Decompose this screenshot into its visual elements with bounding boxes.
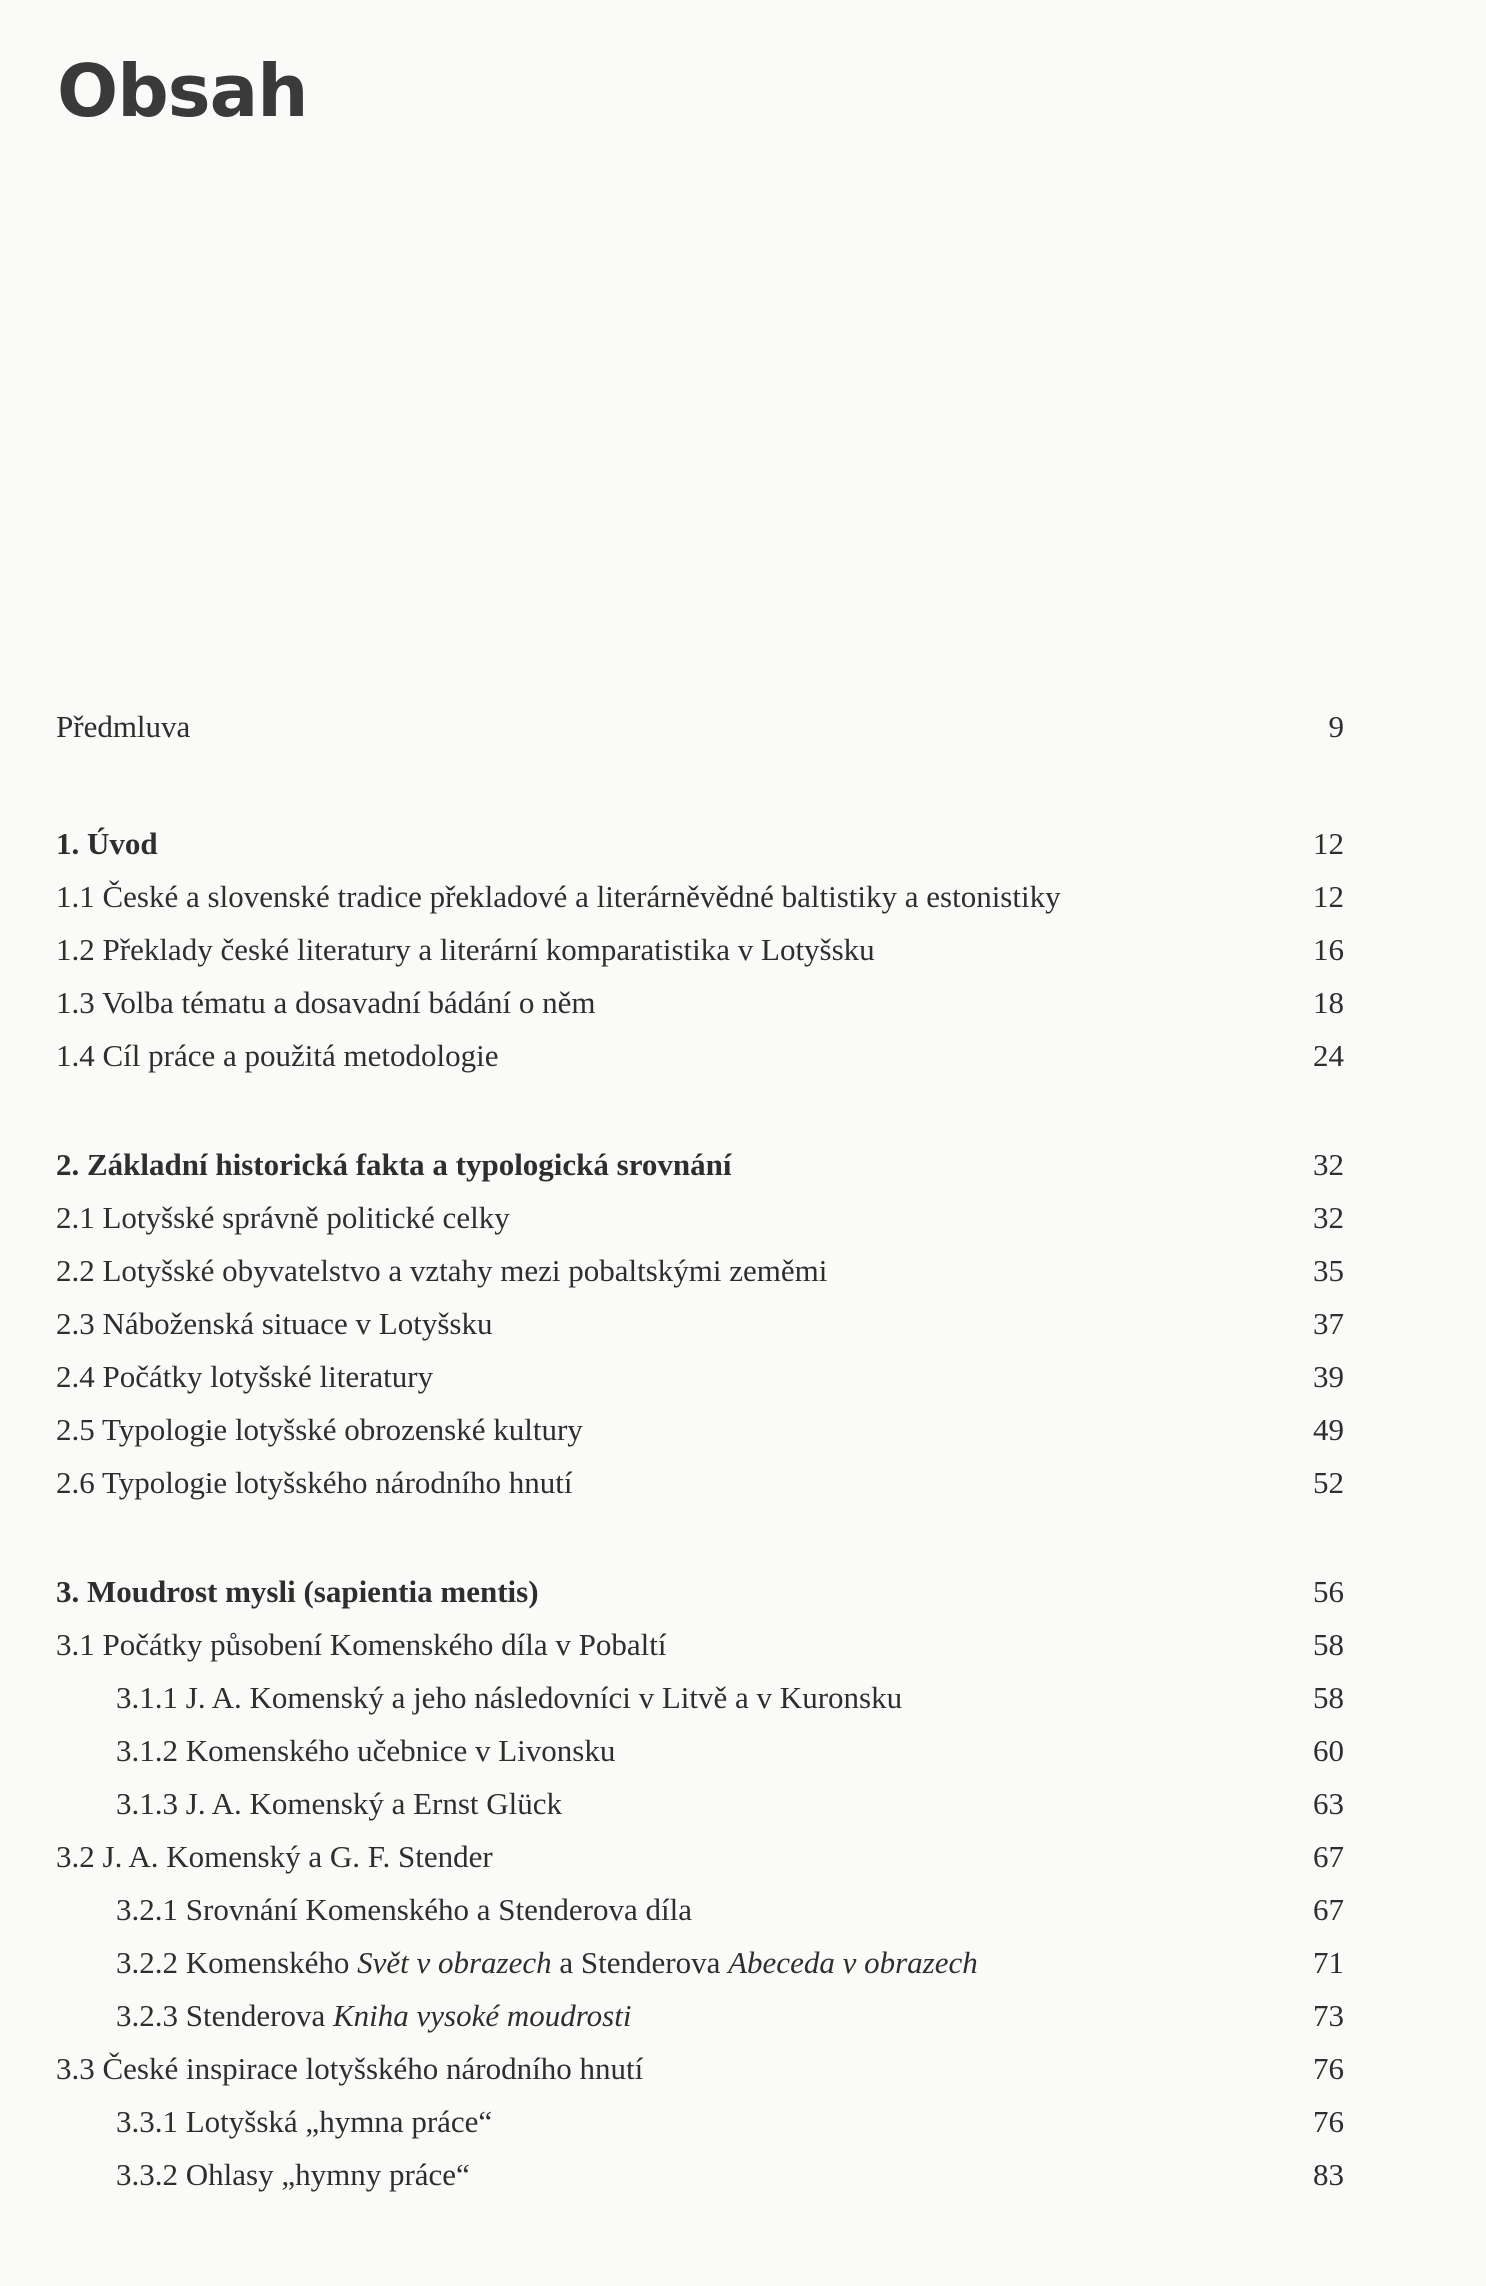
toc-entry-page: 52 (1313, 1465, 1344, 1500)
toc-entry-page: 32 (1313, 1147, 1344, 1182)
toc-entry (56, 1936, 1344, 1989)
toc-entry-label: 3. Moudrost mysli (sapientia mentis) (56, 1574, 539, 1609)
toc-entry (56, 1029, 1344, 1082)
toc-entry-italic-title: Abeceda v obrazech (728, 1945, 978, 1980)
toc-entry-page: 35 (1313, 1253, 1344, 1288)
toc-entry-page: 76 (1313, 2104, 1344, 2139)
toc-entry-page: 73 (1313, 1998, 1344, 2033)
toc-entry (56, 2148, 1344, 2201)
toc-entry-italic-title: Svět v obrazech (357, 1945, 552, 1980)
toc-entry-page: 9 (1328, 709, 1344, 744)
toc-entry-label (56, 1989, 1294, 2042)
toc-entry-label: 1. Úvod (56, 826, 158, 861)
toc-section-moudrost-mysli (56, 1565, 1344, 2201)
toc-entry-text: a Stenderova (551, 1945, 729, 1980)
toc-entry-label: 2.4 Počátky lotyšské literatury (56, 1359, 434, 1394)
toc-entry-page: 67 (1313, 1839, 1344, 1874)
toc-entry-page: 67 (1313, 1892, 1344, 1927)
toc-entry (56, 923, 1344, 976)
toc-entry-label: Předmluva (56, 709, 191, 744)
toc-entry (56, 1244, 1344, 1297)
toc-entry-page: 63 (1313, 1786, 1344, 1821)
toc-entry-text: 3.2.2 Komenského (116, 1945, 358, 1980)
toc-entry-label: 2.2 Lotyšské obyvatelstvo a vztahy mezi pobaltskými zeměmi (56, 1253, 828, 1288)
toc-entry-page: 18 (1313, 985, 1344, 1020)
toc-list (56, 700, 1344, 2201)
toc-entry-label: 3.1.3 J. A. Komenský a Ernst Glück (116, 1786, 563, 1821)
toc-entry-label: 2.5 Typologie lotyšské obrozenské kultury (56, 1412, 583, 1447)
toc-entry-page: 12 (1313, 826, 1344, 861)
toc-entry-page: 60 (1313, 1733, 1344, 1768)
toc-entry (56, 1403, 1344, 1456)
toc-entry-label: 1.1 České a slovenské tradice překladové a literárněvědné baltistiky a estonistiky (56, 879, 1061, 914)
toc-entry-label: 1.3 Volba tématu a dosavadní bádání o něm (56, 985, 596, 1020)
toc-entry (56, 1777, 1344, 1830)
toc-entry (56, 1191, 1344, 1244)
toc-entry-page: 39 (1313, 1359, 1344, 1394)
toc-entry (56, 1138, 1344, 1191)
toc-entry-page: 56 (1313, 1574, 1344, 1609)
toc-entry-page: 49 (1313, 1412, 1344, 1447)
toc-entry (56, 1297, 1344, 1350)
toc-entry (56, 817, 1344, 870)
toc-entry-label: 3.3.1 Lotyšská „hymna práce“ (116, 2104, 493, 2139)
toc-entry-page: 58 (1313, 1680, 1344, 1715)
toc-section-uvod (56, 817, 1344, 1082)
toc-entry (56, 1883, 1344, 1936)
toc-entry-text: 3.2.3 Stenderova (116, 1998, 333, 2033)
toc-entry (56, 2095, 1344, 2148)
toc-entry-page: 76 (1313, 2051, 1344, 2086)
toc-entry (56, 1830, 1344, 1883)
toc-entry (56, 1350, 1344, 1403)
toc-entry-label: 2. Základní historická fakta a typologická srovnání (56, 1147, 732, 1182)
toc-entry-label: 3.1.2 Komenského učebnice v Livonsku (116, 1733, 616, 1768)
toc-entry (56, 1618, 1344, 1671)
toc-entry-page: 24 (1313, 1038, 1344, 1073)
toc-entry (56, 1724, 1344, 1777)
toc-entry-label: 2.1 Lotyšské správně politické celky (56, 1200, 510, 1235)
toc-entry-label: 3.2 J. A. Komenský a G. F. Stender (56, 1839, 493, 1874)
toc-entry-page: 16 (1313, 932, 1344, 967)
toc-entry (56, 1671, 1344, 1724)
toc-entry-label: 3.3 České inspirace lotyšského národního hnutí (56, 2051, 644, 2086)
toc-entry (56, 976, 1344, 1029)
toc-entry-preface (56, 700, 1344, 753)
toc-entry-page: 71 (1313, 1945, 1344, 1980)
toc-entry (56, 1456, 1344, 1509)
toc-entry-page: 32 (1313, 1200, 1344, 1235)
toc-entry-page: 37 (1313, 1306, 1344, 1341)
page-title: Obsah (57, 49, 308, 133)
toc-entry-page: 12 (1313, 879, 1344, 914)
toc-entry (56, 2042, 1344, 2095)
toc-entry-label: 1.2 Překlady české literatury a literární komparatistika v Lotyšsku (56, 932, 875, 967)
toc-entry (56, 870, 1344, 923)
toc-entry-label: 3.1 Počátky působení Komenského díla v Pobaltí (56, 1627, 667, 1662)
toc-entry-italic-title: Kniha vysoké moudrosti (332, 1998, 632, 2033)
toc-section-zakladni-fakta (56, 1138, 1344, 1509)
toc-entry-page: 58 (1313, 1627, 1344, 1662)
toc-entry (56, 1989, 1344, 2042)
toc-entry-label (56, 1936, 1294, 1989)
toc-entry-page: 83 (1313, 2157, 1344, 2192)
toc-entry-label: 3.1.1 J. A. Komenský a jeho následovníci v Litvě a v Kuronsku (116, 1680, 903, 1715)
toc-entry-label: 3.2.1 Srovnání Komenského a Stenderova díla (116, 1892, 692, 1927)
toc-entry-label: 3.3.2 Ohlasy „hymny práce“ (116, 2157, 470, 2192)
toc-entry-label: 2.3 Náboženská situace v Lotyšsku (56, 1306, 493, 1341)
toc-entry-label: 1.4 Cíl práce a použitá metodologie (56, 1038, 499, 1073)
toc-entry (56, 1565, 1344, 1618)
toc-entry-label: 2.6 Typologie lotyšského národního hnutí (56, 1465, 573, 1500)
